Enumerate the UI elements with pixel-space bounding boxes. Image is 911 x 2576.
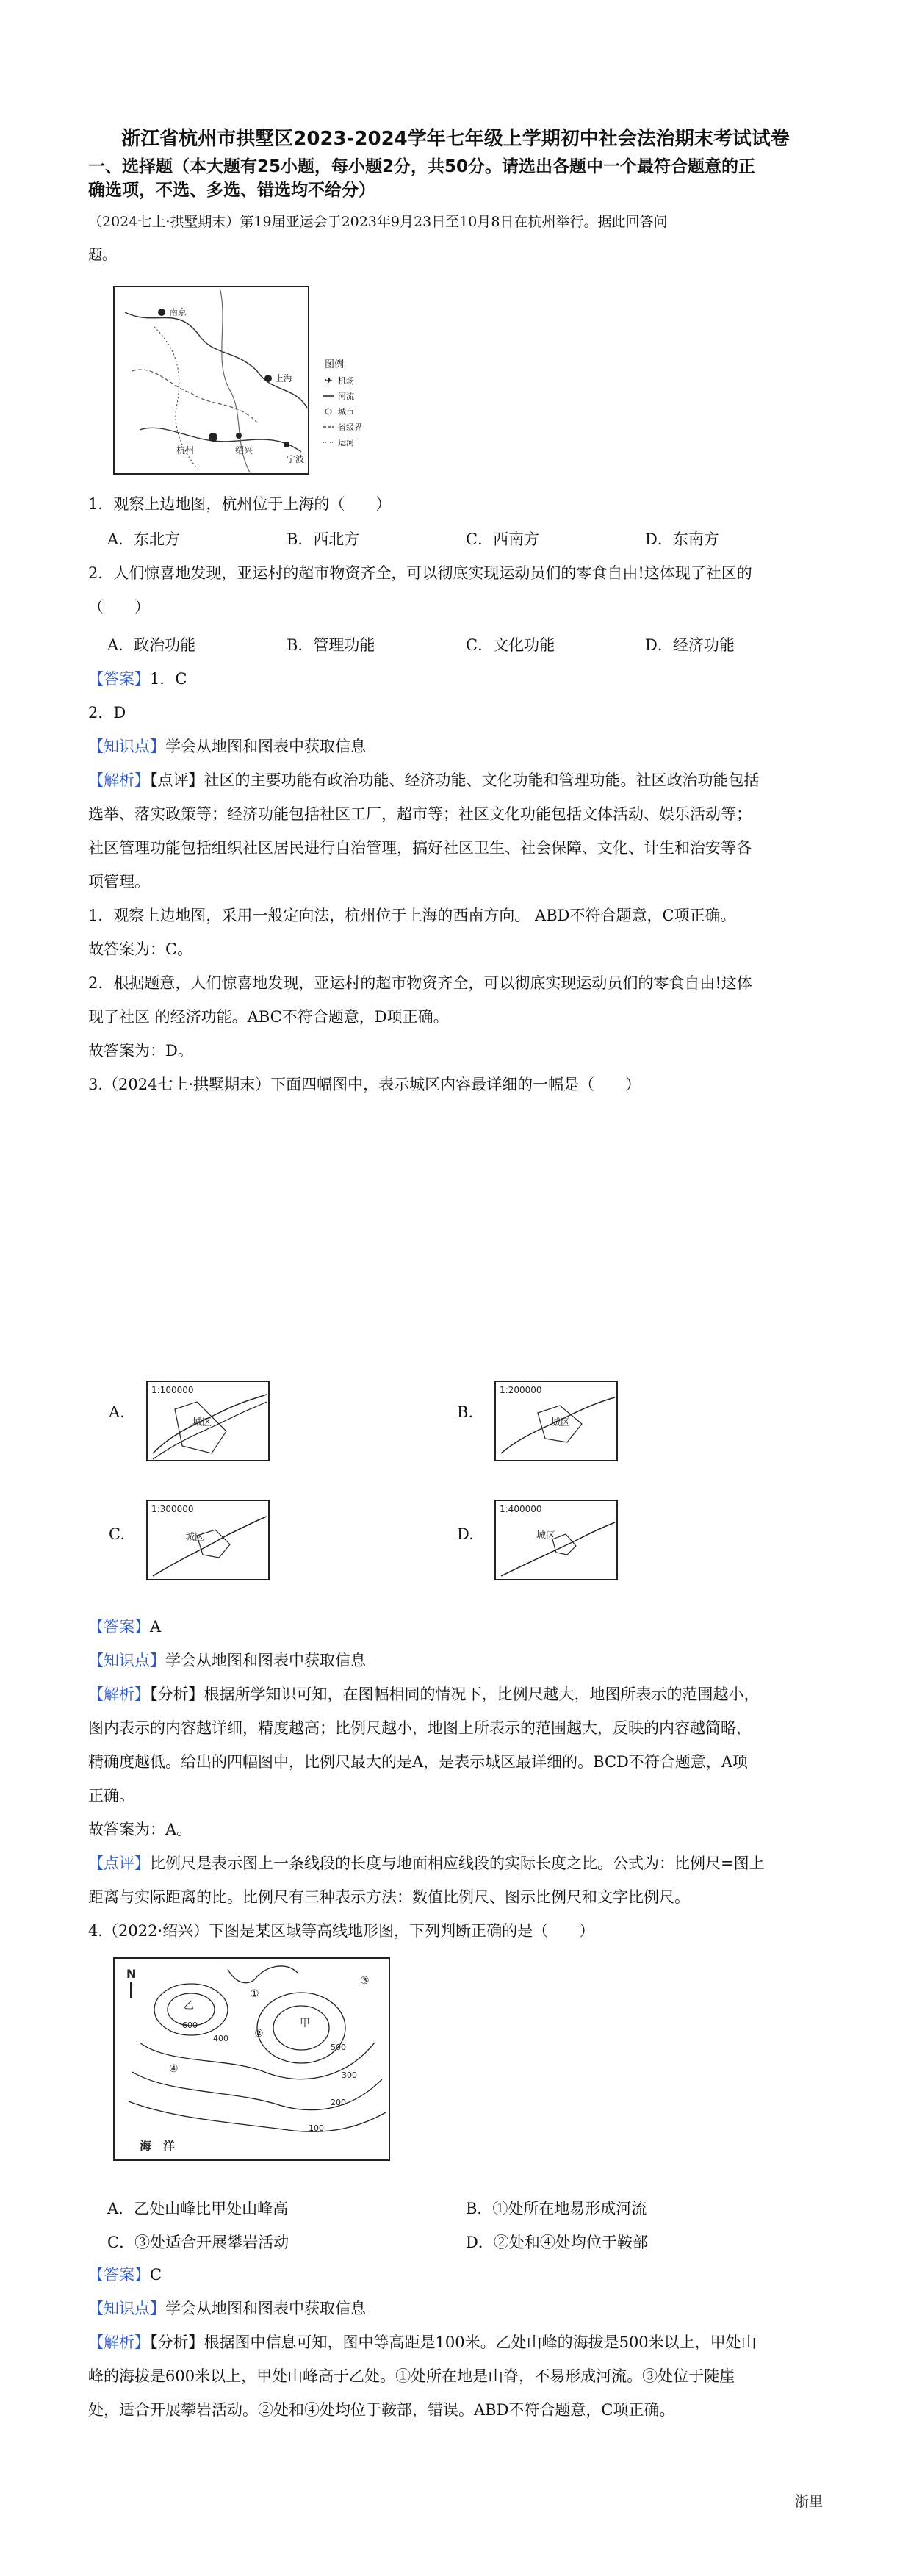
q1-explanation: 1．观察上边地图，采用一般定向法，杭州位于上海的西南方向。 ABD不符合题意，C项正确。	[88, 907, 736, 924]
q3-analysis-line3: 精确度越低。给出的四幅图中，比例尺最大的是A，是表示城区最详细的。BCD不符合题意，A项	[88, 1753, 749, 1771]
q12-analysis-line4: 项管理。	[88, 873, 150, 891]
legend-city: 城市	[338, 407, 354, 417]
answer-tag: 【答案】	[88, 2266, 150, 2284]
q4-answer	[88, 2264, 823, 2285]
north-arrow: N	[126, 1967, 137, 1981]
q2-explanation-line2: 现了社区 的经济功能。ABC不符合题意，D项正确。	[88, 1008, 449, 1026]
map-place-1: 南京	[169, 307, 187, 317]
analysis-tag: 【解析】	[88, 1685, 150, 1703]
q4-contour-map	[110, 1954, 397, 2167]
contour-300: 300	[342, 2070, 357, 2080]
q1-option-a[interactable]: A．东北方	[107, 530, 181, 548]
knowledge-tag: 【知识点】	[88, 2300, 165, 2317]
q12-analysis-line3: 社区管理功能包括组织社区居民进行自治管理，搞好社区卫生、社会保障、文化、计生和治安等各	[88, 839, 752, 857]
map-place-5: 宁波	[287, 454, 305, 464]
q1-option-d[interactable]: D．东南方	[645, 530, 719, 548]
q2-option-d[interactable]: D．经济功能	[645, 636, 735, 654]
contour-400: 400	[213, 2034, 228, 2043]
q1-conclusion: 故答案为：C。	[88, 940, 193, 958]
answer-tag: 【答案】	[88, 1618, 150, 1636]
page-title: 浙江省杭州市拱墅区2023-2024学年七年级上学期初中社会法治期末考试试卷	[121, 128, 790, 150]
q3-map-c-scale: 1:300000	[151, 1504, 194, 1514]
q2-explanation-line1: 2．根据题意，人们惊喜地发现，亚运村的超市物资齐全，可以彻底实现运动员们的零食自由!这体	[88, 974, 752, 992]
q4-analysis-line2: 峰的海拔是600米以上，甲处山峰高于乙处。①处所在地是山脊，不易形成河流。③处位于陡崖	[88, 2367, 735, 2385]
q3-map-b[interactable]	[494, 1380, 619, 1462]
q3-map-a[interactable]	[145, 1380, 270, 1462]
q3-map-a-area: 城区	[192, 1417, 212, 1428]
q3-conclusion: 故答案为：A。	[88, 1821, 192, 1838]
marker-1: ①	[250, 1988, 259, 2000]
answer-tag: 【答案】	[88, 670, 150, 688]
q3-analysis-text1: 【分析】根据所学知识可知，在图幅相同的情况下，比例尺越大，地图所表示的范围越小，	[150, 1685, 760, 1703]
marker-2: ②	[254, 2028, 264, 2040]
legend-airport: 机场	[338, 376, 354, 386]
q3-map-c-area: 城区	[185, 1532, 205, 1543]
peak-yi: 乙	[184, 2000, 194, 2012]
section-heading-line2: 确选项，不选、多选、错选均不给分）	[88, 181, 375, 200]
q3-map-c[interactable]	[145, 1499, 270, 1581]
q4-analysis-text1: 【分析】根据图中信息可知，图中等高距是100米。乙处山峰的海拔是500米以上，甲处山	[150, 2334, 757, 2351]
q3-analysis-line1	[88, 1684, 823, 1705]
contour-100: 100	[309, 2123, 324, 2133]
q3-map-d[interactable]	[494, 1499, 619, 1581]
marker-3: ③	[360, 1975, 370, 1987]
q4-option-c[interactable]: C．③处适合开展攀岩活动	[107, 2234, 289, 2251]
q12-analysis-line2: 选举、落实政策等；经济功能包括社区工厂，超市等；社区文化功能包括文体活动、娱乐活动等；	[88, 805, 752, 823]
legend-river: 河流	[338, 392, 354, 401]
q3-map-b-area: 城区	[551, 1417, 571, 1428]
q2-stem-line2: （ ）	[88, 598, 150, 616]
q3-option-b-label[interactable]: B.	[457, 1403, 474, 1421]
q3-analysis-line4: 正确。	[88, 1787, 134, 1805]
region-map	[110, 283, 433, 481]
q3-option-c-label[interactable]: C.	[109, 1525, 125, 1543]
q2-option-a[interactable]: A．政治功能	[107, 636, 196, 654]
q4-knowledge-text: 学会从地图和图表中获取信息	[165, 2300, 366, 2317]
q2-stem-line1: 2．人们惊喜地发现，亚运村的超市物资齐全，可以彻底实现运动员们的零食自由!这体现了社区的	[88, 564, 752, 582]
analysis-tag: 【解析】	[88, 2334, 150, 2351]
q12-knowledge	[88, 736, 823, 757]
contour-200: 200	[331, 2098, 346, 2107]
q3-analysis-line2: 图内表示的内容越详细，精度越高；比例尺越小，地图上所表示的范围越大，反映的内容越简略，	[88, 1719, 752, 1737]
comment-tag: 【点评】	[88, 1854, 150, 1872]
contour-600: 600	[182, 2021, 198, 2030]
q2-option-b[interactable]: B．管理功能	[287, 636, 375, 654]
contour-500: 500	[331, 2043, 346, 2052]
q3-knowledge	[88, 1650, 823, 1671]
page-footer: 浙里	[794, 2494, 823, 2510]
map-place-4: 绍兴	[235, 445, 253, 456]
q3-map-a-scale: 1:100000	[151, 1385, 194, 1395]
q1-stem: 1．观察上边地图，杭州位于上海的（ ）	[88, 495, 392, 513]
q3-answer	[88, 1616, 823, 1637]
q1-option-c[interactable]: C．西南方	[466, 530, 540, 548]
q4-knowledge	[88, 2298, 823, 2319]
map-place-3: 杭州	[176, 445, 195, 456]
q4-option-d[interactable]: D．②处和④处均位于鞍部	[466, 2234, 648, 2251]
q4-option-b[interactable]: B．①处所在地易形成河流	[466, 2200, 647, 2217]
section-heading-line1: 一、选择题（本大题有25小题，每小题2分，共50分。请选出各题中一个最符合题意的正	[88, 157, 756, 176]
intro-line2: 题。	[88, 247, 117, 263]
q3-option-a-label[interactable]: A.	[109, 1403, 125, 1421]
q3-option-d-label[interactable]: D.	[457, 1525, 474, 1543]
q12-analysis-text1: 【点评】社区的主要功能有政治功能、经济功能、文化功能和管理功能。社区政治功能包括	[150, 771, 760, 789]
q12-analysis-line1	[88, 770, 823, 791]
q3-knowledge-text: 学会从地图和图表中获取信息	[165, 1652, 366, 1669]
q4-analysis-line3: 处，适合开展攀岩活动。②处和④处均位于鞍部，错误。ABD不符合题意，C项正确。	[88, 2401, 675, 2419]
q4-answer-value: C	[150, 2266, 162, 2284]
q1-answer: 1．C	[150, 670, 187, 688]
q3-comment-line1	[88, 1853, 823, 1874]
svg-text:✈: ✈	[325, 375, 333, 386]
q12-answer-line1	[88, 669, 823, 689]
legend-border: 省级界	[338, 422, 362, 432]
q4-analysis-line1	[88, 2332, 823, 2353]
q2-conclusion: 故答案为：D。	[88, 1042, 193, 1059]
q2-answer: 2．D	[88, 704, 126, 722]
knowledge-tag: 【知识点】	[88, 738, 165, 755]
marker-4: ④	[169, 2063, 179, 2075]
sea-label: 海 洋	[140, 2139, 176, 2153]
q1-option-b[interactable]: B．西北方	[287, 530, 360, 548]
q12-knowledge-text: 学会从地图和图表中获取信息	[165, 738, 366, 755]
q3-comment-line2: 距离与实际距离的比。比例尺有三种表示方法：数值比例尺、图示比例尺和文字比例尺。	[88, 1888, 690, 1906]
peak-jia: 甲	[300, 2018, 310, 2029]
q3-answer-value: A	[150, 1618, 162, 1636]
legend-title: 图例	[325, 359, 345, 370]
legend-canal: 运河	[338, 438, 354, 447]
q3-map-d-area: 城区	[536, 1530, 556, 1541]
q3-stem: 3.（2024七上·拱墅期末）下面四幅图中，表示城区内容最详细的一幅是（ ）	[88, 1076, 641, 1093]
q2-option-c[interactable]: C．文化功能	[466, 636, 555, 654]
q4-option-a[interactable]: A．乙处山峰比甲处山峰高	[107, 2200, 289, 2217]
q3-comment-text1: 比例尺是表示图上一条线段的长度与地面相应线段的实际长度之比。公式为：比例尺=图上	[150, 1854, 765, 1872]
knowledge-tag: 【知识点】	[88, 1652, 165, 1669]
map-place-2: 上海	[275, 373, 293, 384]
q3-map-d-scale: 1:400000	[500, 1504, 542, 1514]
intro-line1: （2024七上·拱墅期末）第19届亚运会于2023年9月23日至10月8日在杭州举行。据此回答问	[88, 214, 668, 230]
analysis-tag: 【解析】	[88, 771, 150, 789]
q3-map-b-scale: 1:200000	[500, 1385, 542, 1395]
q4-stem: 4.（2022·绍兴）下图是某区域等高线地形图，下列判断正确的是（ ）	[88, 1922, 595, 1940]
